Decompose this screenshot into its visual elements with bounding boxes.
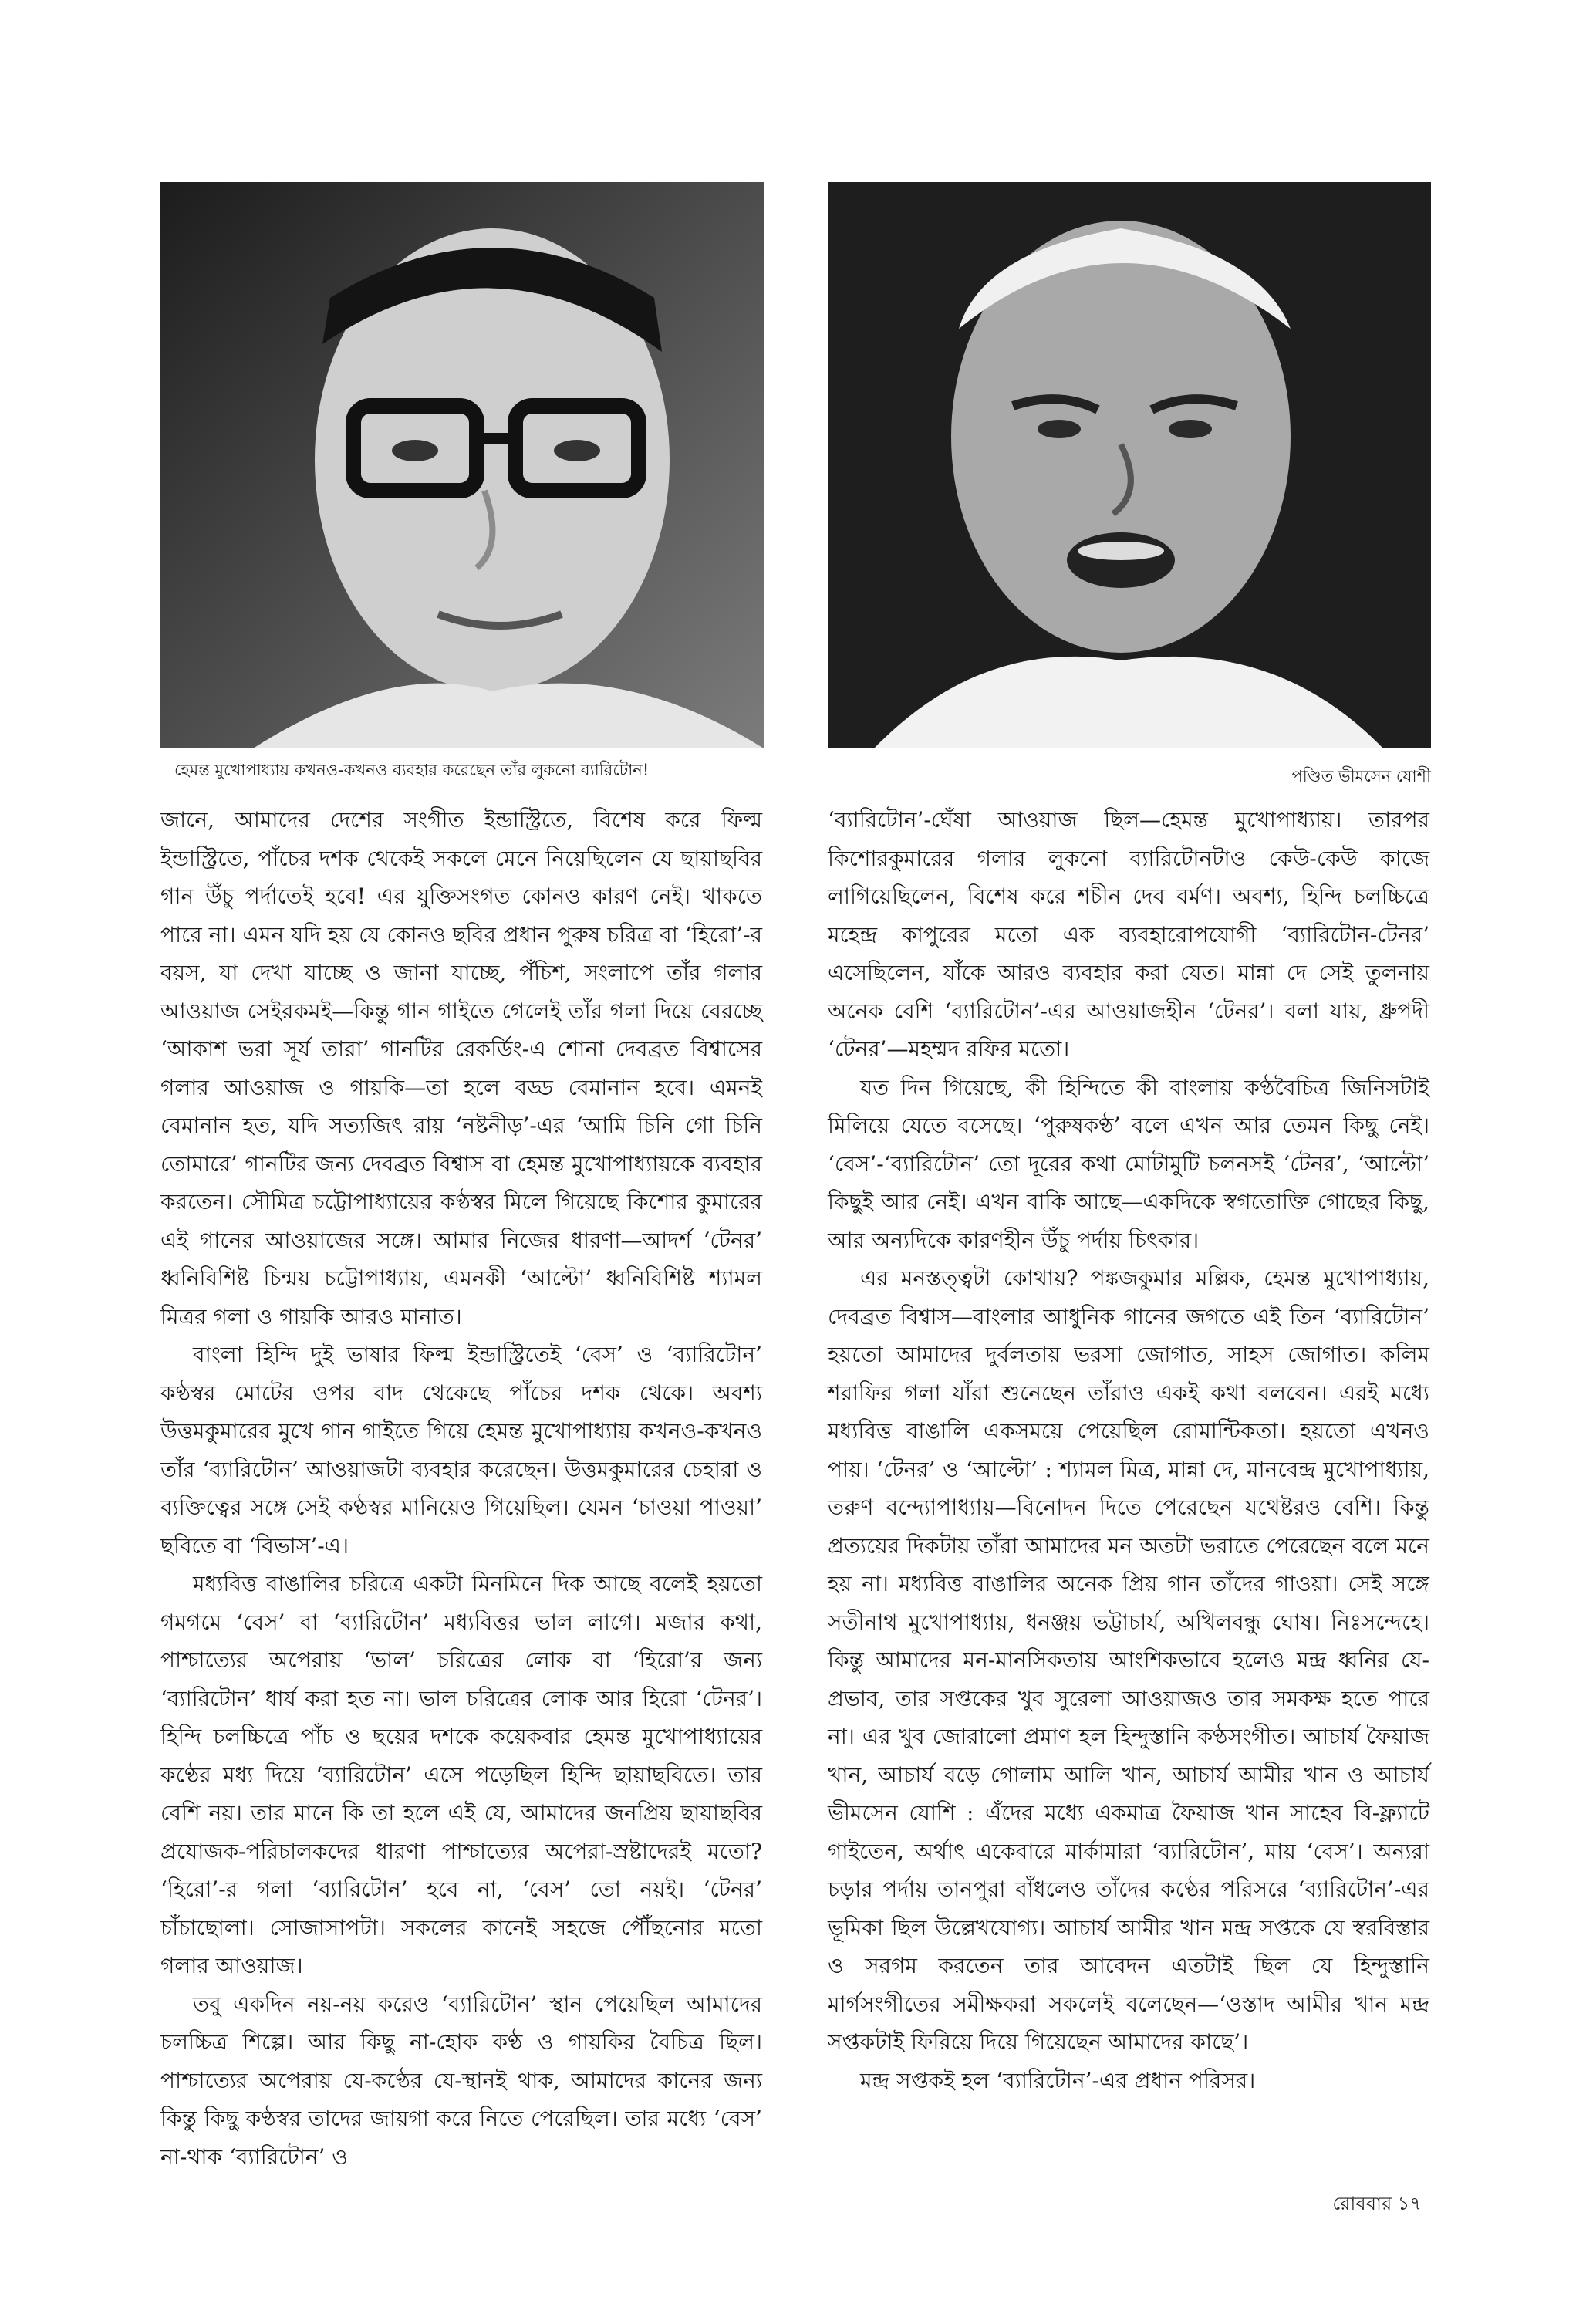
right-photo-caption: পণ্ডিত ভীমসেন যোশী <box>1291 767 1431 785</box>
left-photo-caption: হেমন্ত মুখোপাধ্যায় কখনও-কখনও ব্যবহার করেছেন তাঁর লুকনো ব্যারিটোন! <box>174 761 650 779</box>
paragraph: যত দিন গিয়েছে, কী হিন্দিতে কী বাংলায় কণ্ঠবৈচিত্র জিনিসটাই মিলিয়ে যেতে বসেছে। ‘পুরুষকণ্ঠ’ বলে এখন আর তেমন কিছু নেই। ‘বেস’-‘ব্যারিটোন’ তো দূরের কথা মোটামুটি চলনসই ‘টেনর’, ‘আল্টো’ কিছুই আর নেই। এখন বাকি আছে—একদিকে স্বগতোক্তি গোছের কিছু, আর অন্যদিকে কারণহীন উঁচু পর্দায় চিৎকার। <box>828 1074 1429 1253</box>
portrait-placeholder-left <box>160 182 764 748</box>
paragraph: এর মনস্তত্ত্বটা কোথায়? পঙ্কজকুমার মল্লিক, হেমন্ত মুখোপাধ্যায়, দেবব্রত বিশ্বাস—বাংলার আধুনিক গানের জগতে এই তিন ‘ব্যারিটোন’ হয়তো আমাদের দুর্বলতায় ভরসা জোগাত, সাহস জোগাত। কলিম শরাফির গলা যাঁরা শুনেছেন তাঁরাও একই কথা বলবেন। এরই মধ্যে মধ্যবিত্ত বাঙালি একসময়ে পেয়েছিল রোমান্টিকতা। হয়তো এখনও পায়। ‘টেনর’ ও ‘আল্টো’ : শ্যামল মিত্র, মান্না দে, মানবেন্দ্র মুখোপাধ্যায়, তরুণ বন্দ্যোপাধ্যায়—বিনোদন দিতে পেরেছেন যথেষ্টরও বেশি। কিন্তু প্রত্যয়ের দিকটায় তাঁরা আমাদের মন অতটা ভরাতে পেরেছেন বলে মনে হয় না। মধ্যবিত্ত বাঙালির অনেক প্রিয় গান তাঁদের গাওয়া। সেই সঙ্গে সতীনাথ মুখোপাধ্যায়, ধনঞ্জয় ভট্টাচার্য, অখিলবন্ধু ঘোষ। নিঃসন্দেহে। কিন্তু আমাদের মন-মানসিকতায় আংশিকভাবে হলেও মন্দ্র ধ্বনির যে-প্রভাব, তার সপ্তকের খুব সুরেলা আওয়াজও তার সমকক্ষ হতে পারে না। এর খুব জোরালো প্রমাণ হল হিন্দুস্তানি কণ্ঠসংগীত। আচার্য ফৈয়াজ খান, আচার্য বড়ে গোলাম আলি খান, আচার্য আমীর খান ও আচার্য ভীমসেন যোশি : এঁদের মধ্যে একমাত্র ফৈয়াজ খান সাহেব বি-ফ্ল্যাটে গাইতেন, অর্থাৎ একেবারে মার্কামারা ‘ব্যারিটোন’, মায় ‘বেস’। অন্যরা চড়ার পর্দায় তানপুরা বাঁধলেও তাঁদের কণ্ঠের পরিসরে ‘ব্যারিটোন’-এর ভূমিকা ছিল উল্লেখযোগ্য। আচার্য আমীর খান মন্দ্র সপ্তকে যে স্বরবিস্তার ও সরগম করতেন তার আবেদন এতটাই ছিল যে হিন্দুস্তানি মার্গসংগীতের সমীক্ষকরা সকলেই বলেছেন—‘ওস্তাদ আমীর খান মন্দ্র সপ্তকটাই ফিরিয়ে দিয়ে গিয়েছেন আমাদের কাছে’। <box>828 1265 1429 2055</box>
paragraph: ‘ব্যারিটোন’-ঘেঁষা আওয়াজ ছিল—হেমন্ত মুখোপাধ্যায়। তারপর কিশোরকুমারের গলার লুকনো ব্যারিটোনটাও কেউ-কেউ কাজে লাগিয়েছিলেন, বিশেষ করে শচীন দেব বর্মণ। অবশ্য, হিন্দি চলচ্চিত্রে মহেন্দ্র কাপুরের মতো এক ব্যবহারোপযোগী ‘ব্যারিটোন-টেনর’ এসেছিলেন, যাঁকে আরও ব্যবহার করা যেত। মান্না দে সেই তুলনায় অনেক বেশি ‘ব্যারিটোন’-এর আওয়াজহীন ‘টেনর’। বলা যায়, ধ্রুপদী ‘টেনর’—মহম্মদ রফির মতো। <box>828 807 1429 1062</box>
paragraph: তবু একদিন নয়-নয় করেও ‘ব্যারিটোন’ স্থান পেয়েছিল আমাদের চলচ্চিত্র শিল্পে। আর কিছু না-হোক কণ্ঠ ও গায়কির বৈচিত্র ছিল। পাশ্চাত্যের অপেরায় যে-কণ্ঠের যে-স্থানই থাক, আমাদের কানের জন্য কিন্তু কিছু কণ্ঠস্বর তাদের জায়গা করে নিতে পেরেছিল। তার মধ্যে ‘বেস’ না-থাক ‘ব্যারিটোন’ ও <box>160 1991 762 2170</box>
hemanta-mukhopadhyay-photo <box>160 182 764 748</box>
paragraph: বাংলা হিন্দি দুই ভাষার ফিল্ম ইন্ডাস্ট্রিতেই ‘বেস’ ও ‘ব্যারিটোন’ কণ্ঠস্বর মোটের ওপর বাদ থেকেছে পাঁচের দশক থেকে। অবশ্য উত্তমকুমারের মুখে গান গাইতে গিয়ে হেমন্ত মুখোপাধ্যায় কখনও-কখনও তাঁর ‘ব্যারিটোন’ আওয়াজটা ব্যবহার করেছেন। উত্তমকুমারের চেহারা ও ব্যক্তিত্বের সঙ্গে সেই কণ্ঠস্বর মানিয়েও গিয়েছিল। যেমন ‘চাওয়া পাওয়া’ ছবিতে বা ‘বিভাস’-এ। <box>160 1342 762 1559</box>
paragraph: মন্দ্র সপ্তকই হল ‘ব্যারিটোন’-এর প্রধান পরিসর। <box>860 2067 1256 2093</box>
bhimsen-joshi-photo <box>828 182 1431 748</box>
page-number: রোববার ১৭ <box>1332 2193 1422 2214</box>
portrait-placeholder-right <box>828 182 1431 748</box>
paragraph: জানে, আমাদের দেশের সংগীত ইন্ডাস্ট্রিতে, বিশেষ করে ফিল্ম ইন্ডাস্ট্রিতে, পাঁচের দশক থেকেই সকলে মেনে নিয়েছিলেন যে ছায়াছবির গান উঁচু পর্দাতেই হবে! এর যুক্তিসংগত কোনও কারণ নেই। থাকতে পারে না। এমন যদি হয় যে কোনও ছবির প্রধান পুরুষ চরিত্র বা ‘হিরো’-র বয়স, যা দেখা যাচ্ছে ও জানা যাচ্ছে, পঁচিশ, সংলাপে তাঁর গলার আওয়াজ সেইরকমই—কিন্তু গান গাইতে গেলেই তাঁর গলা দিয়ে বেরচ্ছে ‘আকাশ ভরা সূর্য তারা’ গানটির রেকর্ডিং-এ শোনা দেবব্রত বিশ্বাসের গলার আওয়াজ ও গায়কি—তা হলে বড্ড বেমানান হবে। এমনই বেমানান হত, যদি সত্যজিৎ রায় ‘নষ্টনীড়’-এর ‘আমি চিনি গো চিনি তোমারে’ গানটির জন্য দেবব্রত বিশ্বাস বা হেমন্ত মুখোপাধ্যায়কে ব্যবহার করতেন। সৌমিত্র চট্টোপাধ্যায়ের কণ্ঠস্বর মিলে গিয়েছে কিশোর কুমারের এই গানের আওয়াজের সঙ্গে। আমার নিজের ধারণা—আদর্শ ‘টেনর’ ধ্বনিবিশিষ্ট চিন্ময় চট্টোপাধ্যায়, এমনকী ‘আল্টো’ ধ্বনিবিশিষ্ট শ্যামল মিত্রর গলা ও গায়কি আরও মানাত। <box>160 807 762 1329</box>
paragraph: মধ্যবিত্ত বাঙালির চরিত্রে একটা মিনমিনে দিক আছে বলেই হয়তো গমগমে ‘বেস’ বা ‘ব্যারিটোন’ মধ্যবিত্তর ভাল লাগে। মজার কথা, পাশ্চাত্যের অপেরায় ‘ভাল’ চরিত্রের লোক বা ‘হিরো’র জন্য ‘ব্যারিটোন’ ধার্য করা হত না। ভাল চরিত্রের লোক আর হিরো ‘টেনর’। হিন্দি চলচ্চিত্রে পাঁচ ও ছয়ের দশকে কয়েকবার হেমন্ত মুখোপাধ্যায়ের কণ্ঠের মধ্য দিয়ে ‘ব্যারিটোন’ এসে পড়েছিল হিন্দি ছায়াছবিতে। তার বেশি নয়। তার মানে কি তা হলে এই যে, আমাদের জনপ্রিয় ছায়াছবির প্রযোজক-পরিচালকদের ধারণা পাশ্চাত্যের অপেরা-স্রষ্টাদেরই মতো? ‘হিরো’-র গলা ‘ব্যারিটোন’ হবে না, ‘বেস’ তো নয়ই। ‘টেনর’ চাঁচাছোলা। সোজাসাপটা। সকলের কানেই সহজে পৌঁছনোর মতো গলার আওয়াজ। <box>160 1571 762 1978</box>
article-column-right <box>828 801 1429 2099</box>
article-column-left <box>160 801 762 2176</box>
